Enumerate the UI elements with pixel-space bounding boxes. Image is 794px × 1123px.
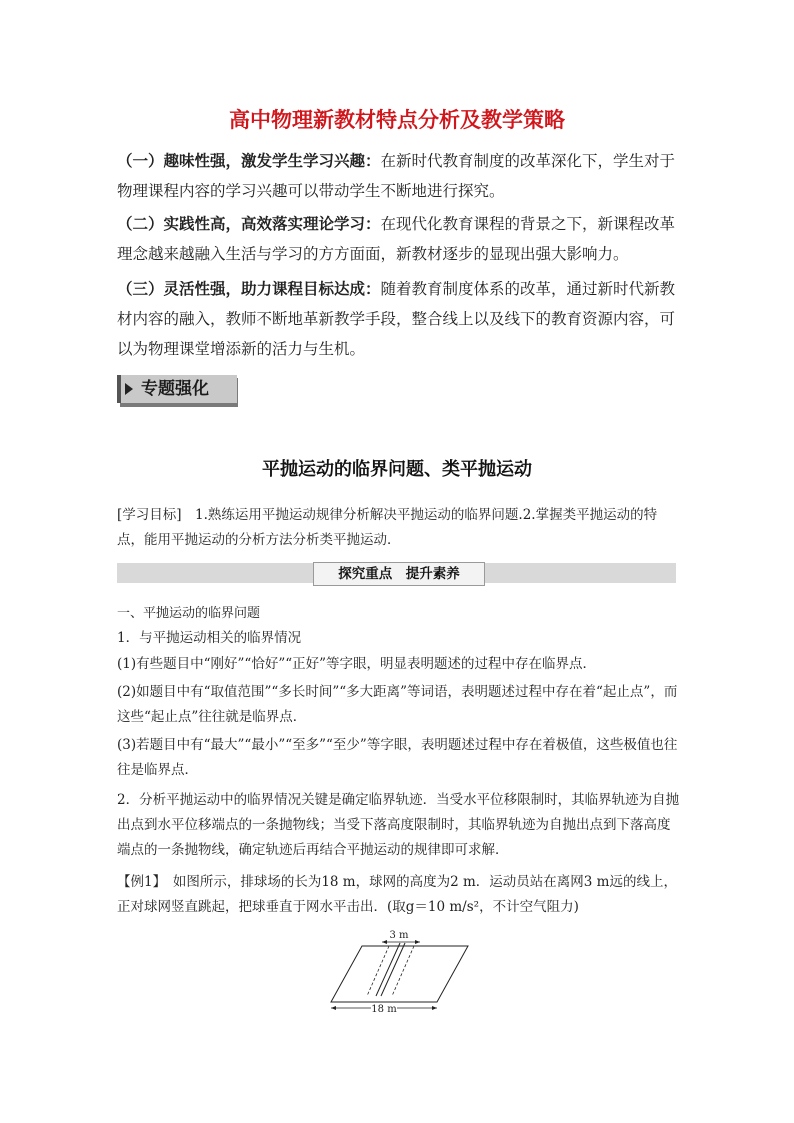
- section-bar: [117, 563, 676, 583]
- section-bar-label: 探究重点 提升素养: [313, 562, 485, 586]
- content-line-4: (3)若题目中有“最大”“最小”“至多”“至少”等字眼，表明题述过程中存在着极值，这些极值也往往是临界点．: [117, 737, 678, 778]
- intro-paragraph-2: [117, 209, 682, 269]
- content-line-2: (1)有些题目中“刚好”“恰好”“正好”等字眼，明显表明题述的过程中存在临界点．: [117, 656, 597, 672]
- intro-label-1: （一）趣味性强，激发学生学习兴趣：: [117, 152, 381, 170]
- example-1: 【例1】 如图所示，排球场的长为18 m，球网的高度为2 m．运动员站在离网3 m远的线上，正对球网竖直跳起，把球垂直于网水平击出．(取g＝10 m/s²，不计空气阻力): [117, 874, 677, 915]
- arrow-left-icon: [331, 1006, 336, 1010]
- section-title: 平抛运动的临界问题、类平抛运动: [262, 459, 532, 480]
- arrow-right-icon: [432, 1006, 437, 1010]
- figure-label-bottom: 18 m: [371, 1004, 397, 1015]
- page-title: 高中物理新教材特点分析及教学策略: [229, 108, 565, 132]
- learning-goals: [学习目标] 1.熟练运用平抛运动规律分析解决平抛运动的临界问题.2.掌握类平抛运动的特点，能用平抛运动的分析方法分析类平抛运动．: [117, 507, 658, 548]
- content-line-1: 1．与平抛运动相关的临界情况: [117, 630, 302, 646]
- intro-label-3: （三）灵活性强，助力课程目标达成：: [117, 280, 381, 298]
- intro-label-2: （二）实践性高，高效落实理论学习：: [117, 215, 381, 233]
- court-line-left: [367, 946, 389, 996]
- topic-banner: [117, 375, 238, 407]
- arrow-right-icon: [415, 940, 420, 944]
- intro-text-3: 随着教育制度体系的改革，通过新时代新教材内容的融入，教师不断地革新教学手段，整合线上以及线下的教育资源内容，可以为物理课堂增添新的活力与生机。: [117, 280, 676, 358]
- banner-label: 专题强化: [141, 379, 209, 399]
- net-line-1: [376, 943, 400, 996]
- triangle-right-icon: [125, 383, 133, 395]
- figure-label-top: 3 m: [389, 930, 409, 941]
- banner-box: [117, 375, 237, 403]
- arrow-left-icon: [382, 940, 387, 944]
- net-line-2: [381, 943, 405, 996]
- content-line-5: 2．分析平抛运动中的临界情况关键是确定临界轨迹．当受水平位移限制时，其临界轨迹为自抛出点到水平位移端点的一条抛物线；当受下落高度限制时，其临界轨迹为自抛出点到下落高度端点的一条抛物线，确定轨迹后再结合平抛运动的规律即可求解．: [117, 792, 680, 858]
- intro-text-1: 在新时代教育制度的改革深化下，学生对于物理课程内容的学习兴趣可以带动学生不断地进行探究。: [117, 152, 676, 200]
- intro-paragraph-1: [117, 146, 682, 206]
- court-figure: [326, 926, 472, 1018]
- intro-text-2: 在现代化教育课程的背景之下，新课程改革理念越来越融入生活与学习的方方面面，新教材逐步的显现出强大影响力。: [117, 215, 676, 263]
- content-heading: 一、平抛运动的临界问题: [117, 606, 261, 621]
- intro-paragraph-3: [117, 274, 682, 364]
- content-line-3: (2)如题目中有“取值范围”“多长时间”“多大距离”等词语，表明题述过程中存在着“起止点”，而这些“起止点”往往就是临界点．: [117, 684, 678, 725]
